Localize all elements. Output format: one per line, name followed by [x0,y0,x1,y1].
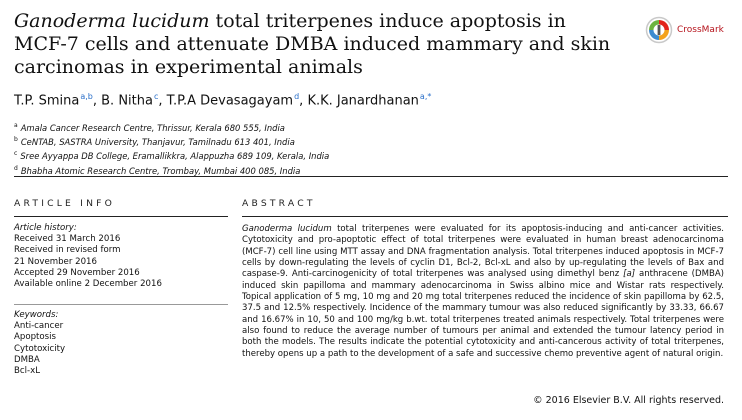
affiliation-line: $^c$ Sree Ayyappa DB College, Eramallikkra, Alappuzha 689 109, Kerala, India [14,150,330,162]
author-name[interactable]: K.K. Janardhanan [307,93,419,109]
history-item: Received in revised form [14,245,121,256]
article-title [14,10,624,79]
header-divider [14,176,728,177]
keyword-item[interactable]: Bcl-xL [14,366,40,377]
crossmark-label: CrossMark [677,25,724,35]
affiliation-line: $^d$ Bhabha Atomic Research Centre, Trombay, Mumbai 400 085, India [14,164,301,176]
crossmark-icon [645,16,673,44]
author-name[interactable]: T.P.A Devasagayam [166,93,294,109]
title-italic: Ganoderma lucidum [14,10,210,32]
author-affiliation-sup[interactable]: a,* [419,92,432,101]
author-affiliation-sup[interactable]: d [294,92,300,101]
affiliation-line: $^a$ Amala Cancer Research Centre, Thrissur, Kerala 680 555, India [14,122,285,133]
keyword-item[interactable]: Anti-cancer [14,321,64,332]
copyright-notice: © 2016 Elsevier B.V. All rights reserved. [533,395,724,406]
crossmark-badge[interactable] [645,16,724,44]
keywords [14,310,65,377]
keyword-item[interactable]: Cytotoxicity [14,343,66,354]
author-name[interactable]: B. Nitha [101,93,153,109]
history-item: Accepted 29 November 2016 [14,267,140,278]
history-item: 21 November 2016 [14,256,97,267]
author-affiliation-sup[interactable]: c [153,92,159,101]
affiliation-line: $^b$ CeNTAB, SASTRA University, Thanjavur, Tamilnadu 613 401, India [14,136,295,147]
abstract-species: Ganoderma lucidum [242,224,332,234]
keyword-item[interactable]: DMBA [14,354,40,365]
keywords-label: Keywords: [14,310,59,320]
article-history [14,223,162,290]
article-info-heading: ARTICLE INFO [14,198,116,209]
history-item: Available online 2 December 2016 [14,279,162,290]
abstract-body: Ganoderma lucidum total triterpenes were evaluated for its apoptosis-inducing and anti-cancer activities. Cytotoxicity and pro-apoptotic effect of total triterpenes were evaluated in human breast adenocarcinoma (MCF-7) cell line using MTT assay and DNA fragmentation analysis. Total triterpenes induced apoptosis in MCF-7 cells by down-regulating the levels of cyclin D1, Bcl-2, Bcl-xL and also by up-regulating the levels of Bax and caspase-9. Anti-carcinogenicity of total triterpenes was analysed using dimethyl benz [a] anthracene (DMBA) induced skin papilloma and mammary adenocarcinoma in Swiss albino mice and Wistar rats respectively. Topical application of 5 mg, 10 mg and 20 mg total triterpenes reduced the incidence of skin papilloma by 62.5, 37.5 and 12.5% respectively. Incidence of the mammary tumour was also reduced significantly by 33.33, 66.67 and 16.67% in 10, 50 and 100 mg/kg b.wt. total triterpenes treated animals respectively. Total triterpenes were also found to reduce the average number of tumours per animal and extended the tumour latency period in both the models. The results indicate the potential cytotoxicity and anti-cancerous activity of total triterpenes, thereby opens up a path to the development of a safe and successive chemo preventive agent of natural origin. [242,224,724,359]
affiliations [14,120,329,177]
author-affiliation-sup[interactable]: a,b [80,92,93,101]
history-item: Received 31 March 2016 [14,234,121,245]
author-list: T.P. Smina$^{a,b}$, B. Nitha$^c$, T.P.A Devasagayam$^d$, K.K. Janardhanan$^{a,*}$ [14,92,432,109]
author-name[interactable]: T.P. Smina [14,93,80,109]
abstract-heading: ABSTRACT [242,198,316,209]
keyword-item[interactable]: Apoptosis [14,332,57,343]
abstract-divider [242,216,728,217]
article-history-label: Article history: [14,223,77,233]
keywords-divider [14,304,228,305]
article-info-divider [14,216,228,217]
title-rest: total triterpenes induce apoptosis in MCF-7 cells and attenuate DMBA induced mammary and skin carcinomas in experimental animals [14,10,611,78]
